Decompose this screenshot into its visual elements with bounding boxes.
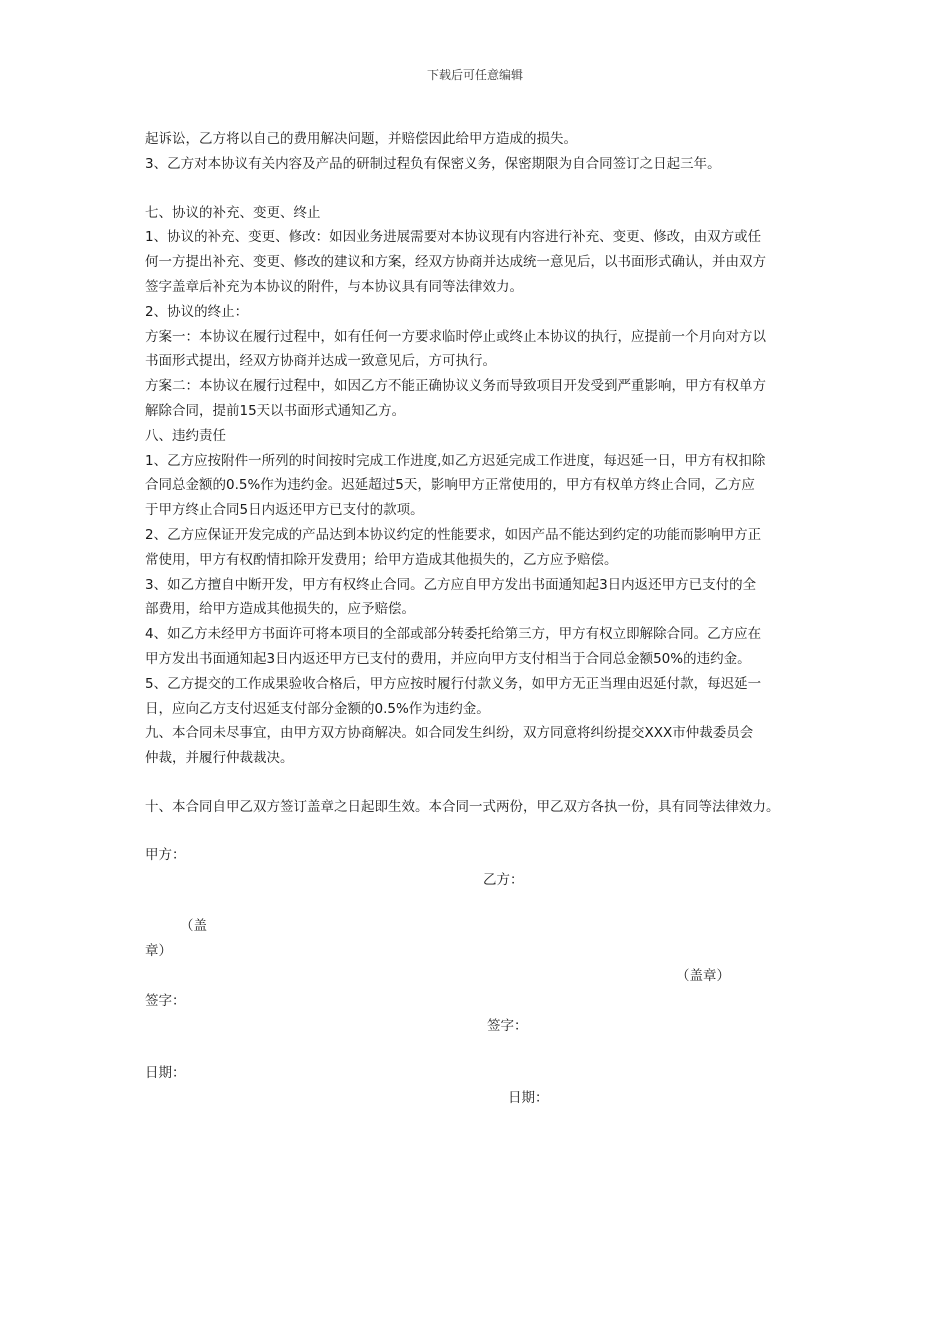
text-line: 2、乙方应保证开发完成的产品达到本协议约定的性能要求，如因产品不能达到约定的功能而影响甲方正: [145, 526, 762, 543]
date-b-label: 日期：: [508, 1090, 549, 1106]
text-line: 七、协议的补充、变更、终止: [145, 204, 321, 221]
text-line: 签字盖章后补充为本协议的附件，与本协议具有同等法律效力。: [145, 278, 523, 295]
text-line: 方案一：本协议在履行过程中，如有任何一方要求临时停止或终止本协议的执行，应提前一个月向对方以: [145, 328, 766, 345]
text-line: 部费用，给甲方造成其他损失的，应予赔偿。: [145, 601, 415, 618]
text-line: 1、乙方应按附件一所列的时间按时完成工作进度,如乙方迟延完成工作进度，每迟延一日，甲方有权扣除: [145, 452, 766, 469]
text-line: 日，应向乙方支付迟延支付部分金额的0.5%作为违约金。: [145, 700, 490, 717]
text-line: 起诉讼，乙方将以自己的费用解决问题，并赔偿因此给甲方造成的损失。: [145, 131, 577, 147]
text-line: 5、乙方提交的工作成果验收合格后，甲方应按时履行付款义务，如甲方无正当理由迟延付款，每迟延一: [145, 675, 762, 692]
contract-body: [145, 127, 825, 820]
text-line: 4、如乙方未经甲方书面许可将本项目的全部或部分转委托给第三方，甲方有权立即解除合同。乙方应在: [145, 626, 762, 643]
sign-b-label: 签字：: [487, 1018, 528, 1034]
seal-a-line1: （盖: [180, 918, 207, 934]
text-line: 3、如乙方擅自中断开发，甲方有权终止合同。乙方应自甲方发出书面通知起3日内返还甲方已支付的全: [145, 576, 757, 593]
sign-a-label: 签字：: [145, 993, 186, 1009]
text-line: 1、协议的补充、变更、修改：如因业务进展需要对本协议现有内容进行补充、变更、修改，由双方或任: [145, 229, 762, 246]
text-line: 九、本合同未尽事宜，由甲方双方协商解决。如合同发生纠纷，双方同意将纠纷提交XXX市仲裁委员会: [145, 725, 754, 742]
text-line: 十、本合同自甲乙双方签订盖章之日起即生效。本合同一式两份，甲乙双方各执一份，具有同等法律效力。: [145, 798, 780, 815]
text-line: 常使用，甲方有权酌情扣除开发费用；给甲方造成其他损失的，乙方应予赔偿。: [145, 551, 618, 568]
party-a-label: 甲方：: [145, 847, 186, 863]
text-line: 解除合同，提前15天以书面形式通知乙方。: [145, 402, 406, 419]
text-line: 方案二：本协议在履行过程中，如因乙方不能正确协议义务而导致项目开发受到严重影响，甲方有权单方: [145, 378, 766, 395]
text-line: 何一方提出补充、变更、修改的建议和方案，经双方协商并达成统一意见后，以书面形式确认，并由双方: [145, 254, 766, 271]
text-line: 书面形式提出，经双方协商并达成一致意见后，方可执行。: [145, 353, 496, 370]
seal-b-label: （盖章）: [676, 968, 730, 984]
paragraph-gap: [145, 771, 825, 795]
text-line: 甲方发出书面通知起3日内返还甲方已支付的费用，并应向甲方支付相当于合同总金额50%的违约金。: [145, 650, 751, 667]
text-line: 3、乙方对本协议有关内容及产品的研制过程负有保密义务，保密期限为自合同签订之日起三年。: [145, 155, 721, 172]
text-line: 八、违约责任: [145, 427, 226, 444]
party-b-label: 乙方：: [483, 872, 524, 888]
text-line: 2、协议的终止：: [145, 303, 249, 320]
text-line: 合同总金额的0.5%作为违约金。迟延超过5天，影响甲方正常使用的，甲方有权单方终止合同，乙方应: [145, 477, 755, 494]
seal-a-line2: 章）: [145, 943, 172, 959]
text-line: 仲裁，并履行仲裁裁决。: [145, 750, 294, 767]
text-line: 于甲方终止合同5日内返还甲方已支付的款项。: [145, 502, 424, 519]
page-header: 下载后可任意编辑: [426, 68, 523, 82]
paragraph-gap: [145, 177, 825, 201]
date-a-label: 日期：: [145, 1065, 186, 1081]
